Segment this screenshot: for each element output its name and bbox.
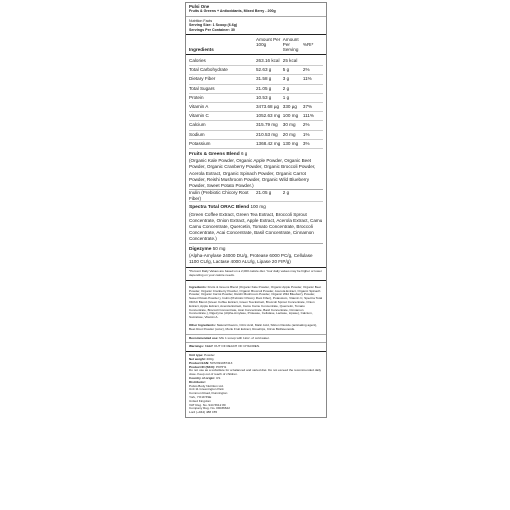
footnote: *Percent Daily Values are based on a 2,000 calorie diet. Your daily values may be higher or lower depending on your calorie needs.: [189, 269, 322, 278]
nutrient-per-100g: 210.53 mg: [256, 130, 283, 139]
other-ingredients-section: [186, 322, 326, 334]
detail-row: Product EAN: 5072391087413: [189, 360, 233, 365]
distributor-label: Distributor:: [189, 379, 206, 384]
ingredients-text: Fruits & Greens Blend (Organic Kale Powder, Organic Apple Powder, Organic Beet Powder, Organic Cranberry Powder, Organic Broccoli Powder, Acerola Extract, Organic Spinach Powder, Organic Carrot Powder, Reishi Mushroom Powder, Organic Wild Blueberry Powder, Sweet Potato Powder.), Inulin (Prebiotic Chicory Root Fiber), Potassium, Vitamin C, Spectra Total ORAC Blend (Green Coffee Extract, Green Tea Extract, Broccoli Sprout Concentrate, Onion Extract, Apple Extract, Acerola Extract, Camu Camu Concentrate, Quercetin, Tomato Concentrate, Broccoli Concentrate, Acai Concentrate, Basil Concentrate, Cinnamon Concentrate.), Digezyme (Alpha-Amylase, Protease, Cellulase, Lactase, Lipase), Calcium, Sucralose, Vitamin A.: [189, 284, 323, 320]
address-line: United Kingdom: [189, 398, 212, 403]
detail-row: Unit type: Powder: [189, 353, 215, 358]
nutrient-row: [189, 121, 323, 130]
address-line: Lord (+044) 488 155: [189, 410, 218, 415]
other-ingredients-text: Natural Flavors, Citric Acid, Malic Acid, Silicon Dioxide (anticaking agent), Beet Root Powder (color), Monk Fruit Extract, Rosehips, Citrus Bioflavonoids.: [189, 323, 318, 331]
brand-name: Pulsi One: [189, 4, 210, 9]
warnings-label: Warnings:: [189, 344, 205, 349]
nutrient-name: Calcium: [189, 121, 256, 130]
nutrient-row: [189, 103, 323, 112]
nutrient-per-serving: 330 µg: [283, 103, 303, 112]
nutrient-per-serving: 30 mg: [283, 121, 303, 130]
nutrient-per-serving: 2 g: [283, 84, 303, 93]
address-line: York, YO19 5SE: [189, 395, 212, 400]
country-of-origin: Country of origin: US: [189, 376, 221, 381]
address-line: Unit 11 Greenington Park: [189, 387, 224, 392]
nutrient-rdi: 2%: [303, 121, 323, 130]
nutrient-rdi: 37%: [303, 103, 323, 112]
nutrient-row: [189, 84, 323, 93]
detail-row: Net weight: 200g: [189, 357, 214, 362]
digezyme-title: Digezyme: [189, 246, 212, 252]
nutrient-name: Total Sugars: [189, 84, 256, 93]
nutrient-per-100g: 31.58 g: [256, 75, 283, 84]
address-line: VAT Reg. No. 944 5612 80: [189, 402, 226, 407]
nutrient-row: [189, 66, 323, 75]
usage-label: Recommended use:: [189, 335, 219, 340]
nutrient-per-serving: 25 kcal: [283, 57, 303, 66]
nutrient-per-serving: 20 mg: [283, 130, 303, 139]
nutrient-row: [189, 57, 323, 66]
digezyme-blend: [189, 246, 323, 266]
nutrient-rdi: [303, 93, 323, 102]
nutrient-name: Vitamin C: [189, 112, 256, 121]
nutrient-row: [189, 139, 323, 148]
nutrient-rdi: 1%: [303, 130, 323, 139]
nutrient-per-100g: 21.05 g: [256, 84, 283, 93]
col-per-100g: Amount Per 100g: [256, 37, 281, 48]
digezyme-text: (Alpha-Amylase 24000 DU/g, Protease 6000 PC/g, Cellulase 1100 CU/g, Lactase 4000 ALU/g, Lipase 20 FIP/g): [189, 252, 313, 265]
nutrient-name: Potassium: [189, 139, 256, 148]
nutrient-rdi: 11%: [303, 75, 323, 84]
nutrient-rdi: 111%: [303, 112, 323, 121]
col-ingredients: Ingredients: [189, 47, 214, 53]
distributor-address: [189, 385, 323, 415]
nutrient-per-100g: 3473.68 µg: [256, 103, 283, 112]
warnings-text: KEEP OUT OF REACH OF CHILDREN.: [204, 344, 260, 349]
address-line: Company Reg. No. 09036622: [189, 406, 230, 411]
nutrient-per-100g: 1368.42 mg: [256, 139, 283, 148]
inulin-row: [189, 190, 323, 202]
nutrient-per-100g: 10.53 g: [256, 93, 283, 102]
fruits-blend-text: (Organic Kale Powder, Organic Apple Powder, Organic Beet Powder, Organic Cranberry Powder, Organic Broccoli Powder, Acerola Extract, Organic Spinach Powder, Organic Carrot Powder, Reishi Mushroom Powder, Organic Wild Blueberry Powder, Sweet Potato Powder.): [189, 158, 316, 189]
nutrition-table-header: [189, 37, 323, 52]
nutrient-per-serving: 3 g: [283, 75, 303, 84]
nutrient-row: [189, 130, 323, 139]
digezyme-amount: 50 mg: [212, 245, 226, 251]
nutrient-name: Sodium: [189, 130, 256, 139]
address-line: Common Road, Dunnington: [189, 391, 228, 396]
nutrient-rdi: 3%: [303, 139, 323, 148]
nutrient-rdi: [303, 57, 323, 66]
nutrition-table: [189, 57, 323, 149]
product-details: [186, 352, 326, 417]
nutrient-name: Vitamin A: [189, 103, 256, 112]
nutrient-per-serving: 5 g: [283, 66, 303, 75]
col-per-serving: Amount Per Serving: [282, 37, 299, 53]
nutrient-row: [189, 75, 323, 84]
nutrient-per-100g: 315.79 mg: [256, 121, 283, 130]
nutrient-row: [189, 93, 323, 102]
nutrient-rdi: [303, 84, 323, 93]
fruits-greens-blend: [189, 151, 323, 189]
fruits-blend-title: Fruits & Greens Blend: [189, 152, 240, 158]
nutrient-name: Protein: [189, 93, 256, 102]
spectra-blend: [189, 204, 323, 242]
nutrient-rdi: 2%: [303, 66, 323, 75]
nutrient-per-100g: 52.63 g: [256, 66, 283, 75]
disclaimer: Do not use as a substitute for a balanced and varied diet. Do not exceed the recommended daily dose. Keep out of reach of children.: [189, 368, 322, 377]
warnings-section: [186, 343, 326, 351]
inulin-name: Inulin (Prebiotic Chicory Root Fiber): [189, 190, 256, 202]
detail-row: Product ID (SKU): PKHH1: [189, 364, 227, 369]
nutrient-per-100g: 263.16 kcal: [256, 57, 283, 66]
fruits-blend-amount: 6 g: [240, 151, 248, 157]
other-ingredients-label: Other Ingredients:: [189, 323, 216, 328]
spectra-blend-amount: 100 mg: [250, 204, 266, 210]
nutrition-facts-title: Nutrition Facts: [189, 18, 213, 23]
nutrient-per-serving: 130 mg: [283, 139, 303, 148]
usage-text: Mix 1 scoop with 12oz. of cold water.: [219, 335, 270, 340]
serving-size: Serving Size: 1 Scoop (6.6g): [189, 23, 238, 28]
address-line: Pulsio Body Nutrition Ltd.: [189, 383, 224, 388]
inulin-per100: 21.05 g: [256, 190, 283, 202]
spectra-blend-text: (Green Coffee Extract, Green Tea Extract, Broccoli Sprout Concentrate, Onion Extract, Apple Extract, Acerola Extract, Camu Camu Concentrate, Quercetin, Tomato Concentrate, Broccoli Concentrate, Acai Concentrate, Basil Concentrate, Cinnamon Concentrate.): [189, 211, 323, 242]
inulin-serving: 2 g: [283, 190, 303, 202]
nutrient-row: [189, 112, 323, 121]
servings-per-container: Servings Per Container: 30: [189, 27, 235, 32]
col-rdi: %RI*: [302, 42, 314, 48]
nutrient-name: Calories: [189, 57, 256, 66]
nutrient-name: Dietary Fiber: [189, 75, 256, 84]
usage-section: [186, 335, 326, 343]
product-name: Fruits & Greens + Antioxidants, Mixed Berry - 200g: [189, 9, 276, 14]
nutrition-label: [185, 2, 327, 418]
spectra-blend-title: Spectra Total ORAC Blend: [189, 205, 250, 211]
nutrient-per-100g: 1052.63 mg: [256, 112, 283, 121]
nutrient-name: Total Carbohydrate: [189, 66, 256, 75]
nutrient-per-serving: 100 mg: [283, 112, 303, 121]
nutrient-per-serving: 1 g: [283, 93, 303, 102]
ingredients-label: Ingredients:: [189, 284, 207, 289]
ingredients-section: [186, 284, 326, 322]
